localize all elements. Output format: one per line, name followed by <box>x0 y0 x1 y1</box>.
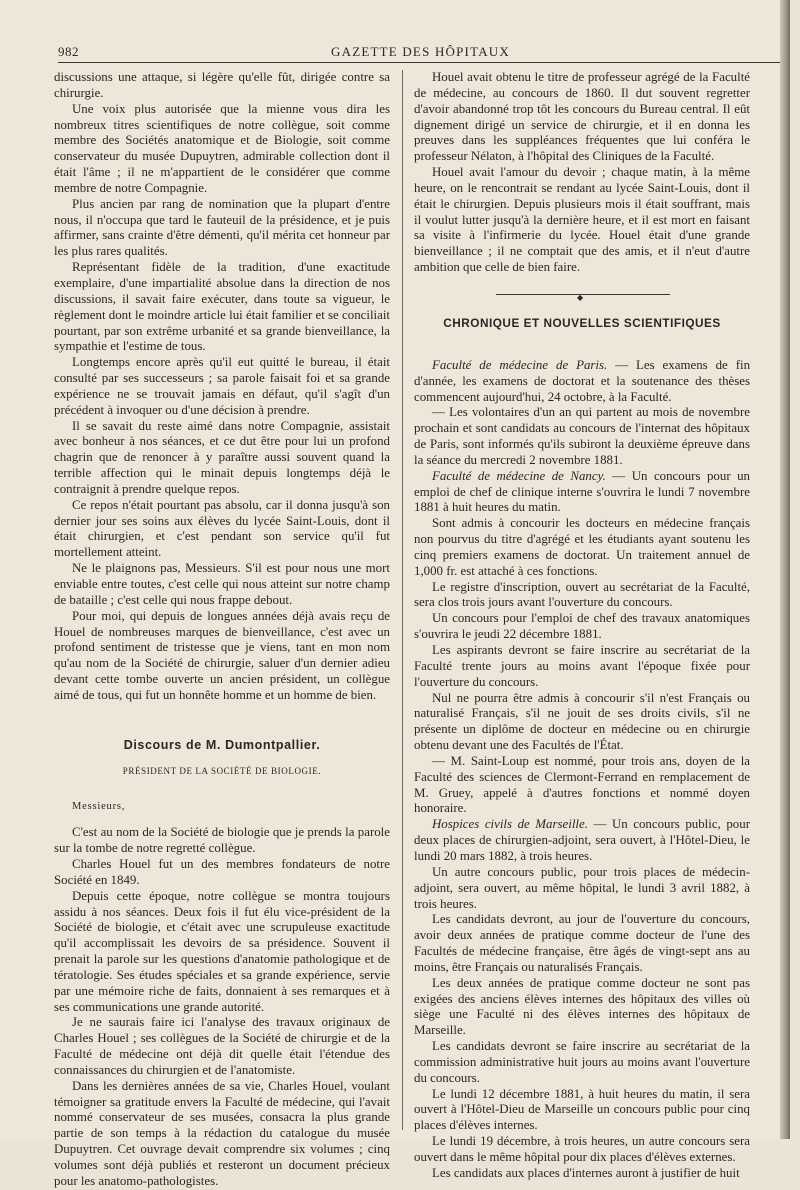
news-item <box>414 691 750 754</box>
news-item-text: — Un concours pour un emploi de chef de clinique interne s'ouvrira le lundi 7 novembre 1881 à huit heures du matin. <box>414 468 750 515</box>
paragraph: Longtemps encore après qu'il eut quitté le bureau, il était consulté par ses successeurs ; sa parole faisait foi et sa grande expérience ne se trouvait jamais en défaut, qu'il s'agît d'un précédent à invoquer ou d'une décision à prendre. <box>54 355 390 417</box>
diamond-icon: ◆ <box>577 292 584 302</box>
chronicle-title: CHRONIQUE ET NOUVELLES SCIENTIFIQUES <box>443 315 721 330</box>
left-column <box>54 70 390 1188</box>
paragraph: Houel avait l'amour du devoir ; chaque matin, à la même heure, on le rencontrait se rendant au lycée Saint-Louis, dont il était le chirurgien. Depuis plusieurs mois il était souffrant, mais il voulut lutter jusqu'à la dernière heure, et il est mort en faisant sa visite à l'infirmerie du lycée. Houel était d'une grande bienveillance ; il ne comptait que des amis, et il n'eut d'autre ambition que celle de bien faire. <box>414 165 750 275</box>
ornamental-divider <box>414 286 750 302</box>
news-item <box>414 1134 750 1166</box>
paragraph: Une voix plus autorisée que la mienne vous dira les nombreux titres scientifiques de notre collègue, soit comme membre des Sociétés anatomique et de Biologie, soit comme conservateur du musée Dupuytren, admirable collection dont il était l'âme ; il ne m'appartient de le considérer que comme membre de notre Compagnie. <box>54 101 390 195</box>
salutation: Messieurs, <box>72 801 126 813</box>
news-item-text: — M. Saint-Loup est nommé, pour trois ans, doyen de la Faculté des sciences de Clermont-Ferrand en remplacement de M. Gruey, appelé à d'autres fonctions et nommé doyen honoraire. <box>414 753 750 816</box>
section-title: Discours de M. Dumontpallier. <box>123 737 321 752</box>
section-subtitle: PRÉSIDENT DE LA SOCIÉTÉ DE BIOLOGIE. <box>122 765 322 776</box>
column-rule <box>402 70 403 1130</box>
paragraph: Ce repos n'était pourtant pas absolu, car il donna jusqu'à son dernier jour ses soins aux élèves du lycée Saint-Louis, dont il était chirurgien, et c'est pendant son service qu'il fut mortellement atteint. <box>54 497 390 560</box>
news-item <box>414 976 750 1039</box>
news-item <box>414 516 750 579</box>
news-item <box>414 912 750 975</box>
news-item <box>414 754 750 817</box>
news-item-text: Nul ne pourra être admis à concourir s'il n'est Français ou naturalisé Français, s'il ne jouit de ses droits civils, s'il ne présente un diplôme de docteur en médecine ou en chirurgie obtenu devant une des Facultés de l'État. <box>414 690 750 753</box>
news-item <box>414 1166 750 1182</box>
news-item <box>414 865 750 913</box>
news-item-lead: Hospices civils de Marseille. <box>432 817 588 832</box>
news-item-text: Le lundi 12 décembre 1881, à huit heures du matin, il sera ouvert à l'Hôtel-Dieu de Marseille un concours public pour cinq places d'élèves internes. <box>414 1086 750 1133</box>
news-item-text: — Les examens de fin d'année, les examens de doctorat et la soutenance des thèses commencent aujourd'hui, 24 octobre, à la Faculté. <box>414 357 751 404</box>
news-item-lead: Faculté de médecine de Nancy. <box>432 468 606 483</box>
news-item-text: Le registre d'inscription, ouvert au secrétariat de la Faculté, sera clos trois jours avant l'ouverture du concours. <box>414 579 750 610</box>
news-item <box>414 580 750 612</box>
news-item-text: Les candidats aux places d'internes auront à justifier de huit <box>432 1165 740 1180</box>
news-item <box>414 405 750 468</box>
page-header <box>58 38 783 63</box>
news-item-text: Les aspirants devront se faire inscrire au secrétariat de la Faculté trente jours au moins avant l'époque fixée pour l'ouverture du concours. <box>414 643 750 689</box>
news-item <box>414 817 750 865</box>
news-item <box>414 469 750 517</box>
news-item-text: — Les volontaires d'un an qui partent au mois de novembre prochain et sont candidats au concours de l'internat des hôpitaux de Paris, sont informés qu'ils subiront la deuxième épreuve dans la séance du mercredi 2 novembre 1881. <box>414 405 750 467</box>
page-number: 982 <box>58 44 79 59</box>
news-item-text: Sont admis à concourir les docteurs en médecine français non pourvus du titre d'agrégé et les étudiants ayant soutenu les cinq premiers examens de doctorat. Un traitement annuel de 1,000 fr. est attaché à ces fonctions. <box>414 516 750 578</box>
chronicle-items <box>414 358 750 1182</box>
news-item <box>414 1087 750 1135</box>
news-item <box>414 1039 750 1087</box>
paragraph: Pour moi, qui depuis de longues années déjà avais reçu de Houel de nombreuses marques de bienveillance, c'est avec un profond sentiment de tristesse que je viens, tant en mon nom qu'au nom de la Société de chirurgie, saluer d'un dernier adieu devant cette tombe ouverte un ancien président, un collègue aimé de tous, qui fut un honnête homme et un homme de bien. <box>54 608 390 702</box>
news-item <box>414 611 750 643</box>
news-item <box>414 643 750 691</box>
news-item-text: — Un concours public, pour deux places de chirurgien-adjoint, sera ouvert, à l'Hôtel-Dieu, le lundi 20 mars 1882, à trois heures. <box>414 817 750 863</box>
paragraph: Dans les dernières années de sa vie, Charles Houel, voulant témoigner sa gratitude envers la Faculté de médecine, qui l'avait nommé conservateur de ses musées, consacra la plus grande partie de son temps à la rédaction du catalogue du musée Dupuytren. Cet ouvrage devait comprendre six volumes ; cinq volumes sont déjà publiés et resteront un document précieux pour les anatomo-pathologistes. <box>54 1078 390 1188</box>
news-item <box>414 358 750 406</box>
paragraph: Je ne saurais faire ici l'analyse des travaux originaux de Charles Houel ; ses collègues de la Société de chirurgie et de la Faculté de médecine ont déjà dit quelle était l'étendue des connaissances du chirurgien et de l'anatomiste. <box>54 1015 390 1077</box>
paragraph: discussions une attaque, si légère qu'elle fût, dirigée contre sa chirurgie. <box>54 70 390 100</box>
paragraph: Représentant fidèle de la tradition, d'une exactitude exemplaire, d'une impartialité absolue dans la direction de nos discussions, il savait faire exécuter, dans toute sa vigueur, le règlement dont le moindre article lui était familier et se conciliait pourtant, par son extrême urbanité et sa grande bienveillance, la sympathie et l'estime de tous. <box>54 260 390 354</box>
paragraph: Depuis cette époque, notre collègue se montra toujours assidu à nos séances. Deux fois il fut élu vice-président de la Société de biologie, et c'était avec une scrupuleuse exactitude qu'il accomplissait les devoirs de sa présidence. Souvent il prenait la parole sur les questions d'anatomie pathologique et de tératologie. Ses études spéciales et sa grande expérience, servie par une mémoire riche de faits, donnaient à ses remarques et à ses communications une grande autorité. <box>54 888 390 1014</box>
paragraph: C'est au nom de la Société de biologie que je prends la parole sur la tombe de notre regretté collègue. <box>54 825 390 856</box>
news-item-text: Un concours pour l'emploi de chef des travaux anatomiques s'ouvrira le jeudi 22 décembre 1881. <box>414 611 750 642</box>
paragraph: Il se savait du reste aimé dans notre Compagnie, assistait avec bonheur à nos séances, et ce dut être pour lui un profond chagrin que de renoncer à y paraître aussi souvent quand la terrible affection qui le minait depuis longtemps déjà le contraignit à prendre quelque repos. <box>54 418 390 496</box>
paragraph: Houel avait obtenu le titre de professeur agrégé de la Faculté de médecine, au concours de 1860. Il dut souvent regretter d'avoir abandonné trop tôt les concours du Bureau central. Il eût dignement dirigé un service de chirurgie, et il en donna les preuves dans les suppléances fréquentes que lui conféra le professeur Nélaton, à l'hôpital des Cliniques de la Faculté. <box>414 70 750 164</box>
paragraph: Ne le plaignons pas, Messieurs. S'il est pour nous une mort enviable entre toutes, c'est celle qui nous atteint sur notre champ de bataille ; c'est celle qui nous frappe debout. <box>54 561 390 607</box>
paragraph: Plus ancien par rang de nomination que la plupart d'entre nous, il n'occupa que tard le fauteuil de la présidence, et je puis affirmer, sans crainte d'être démenti, qu'il mérita cet honneur par les plus rares qualités. <box>54 196 390 259</box>
news-item-text: Un autre concours public, pour trois places de médecin-adjoint, sera ouvert, au même hôpital, le lundi 3 avril 1882, à trois heures. <box>414 864 750 911</box>
page-edge <box>780 0 790 1139</box>
paragraph: Charles Houel fut un des membres fondateurs de notre Société en 1849. <box>54 856 390 887</box>
news-item-text: Les candidats devront se faire inscrire au secrétariat de la commission administrative huit jours au moins avant l'ouverture du concours. <box>414 1039 750 1085</box>
news-item-text: Le lundi 19 décembre, à trois heures, un autre concours sera ouvert dans le même hôpital pour dix places d'élèves externes. <box>414 1134 750 1164</box>
journal-title: GAZETTE DES HÔPITAUX <box>331 44 510 59</box>
news-item-lead: Faculté de médecine de Paris. <box>432 357 608 372</box>
news-item-text: Les candidats devront, au jour de l'ouverture du concours, avoir deux années de pratique comme docteur de l'une des Facultés de médecine française, être âgés de vingt-sept ans au moins, être Français ou naturalisés Français. <box>414 912 750 974</box>
news-item-text: Les deux années de pratique comme docteur ne sont pas exigées des anciens élèves internes des hôpitaux des villes où siège une Faculté ni des élèves internes des hôpitaux de Marseille. <box>414 975 750 1038</box>
right-column <box>414 70 751 1180</box>
